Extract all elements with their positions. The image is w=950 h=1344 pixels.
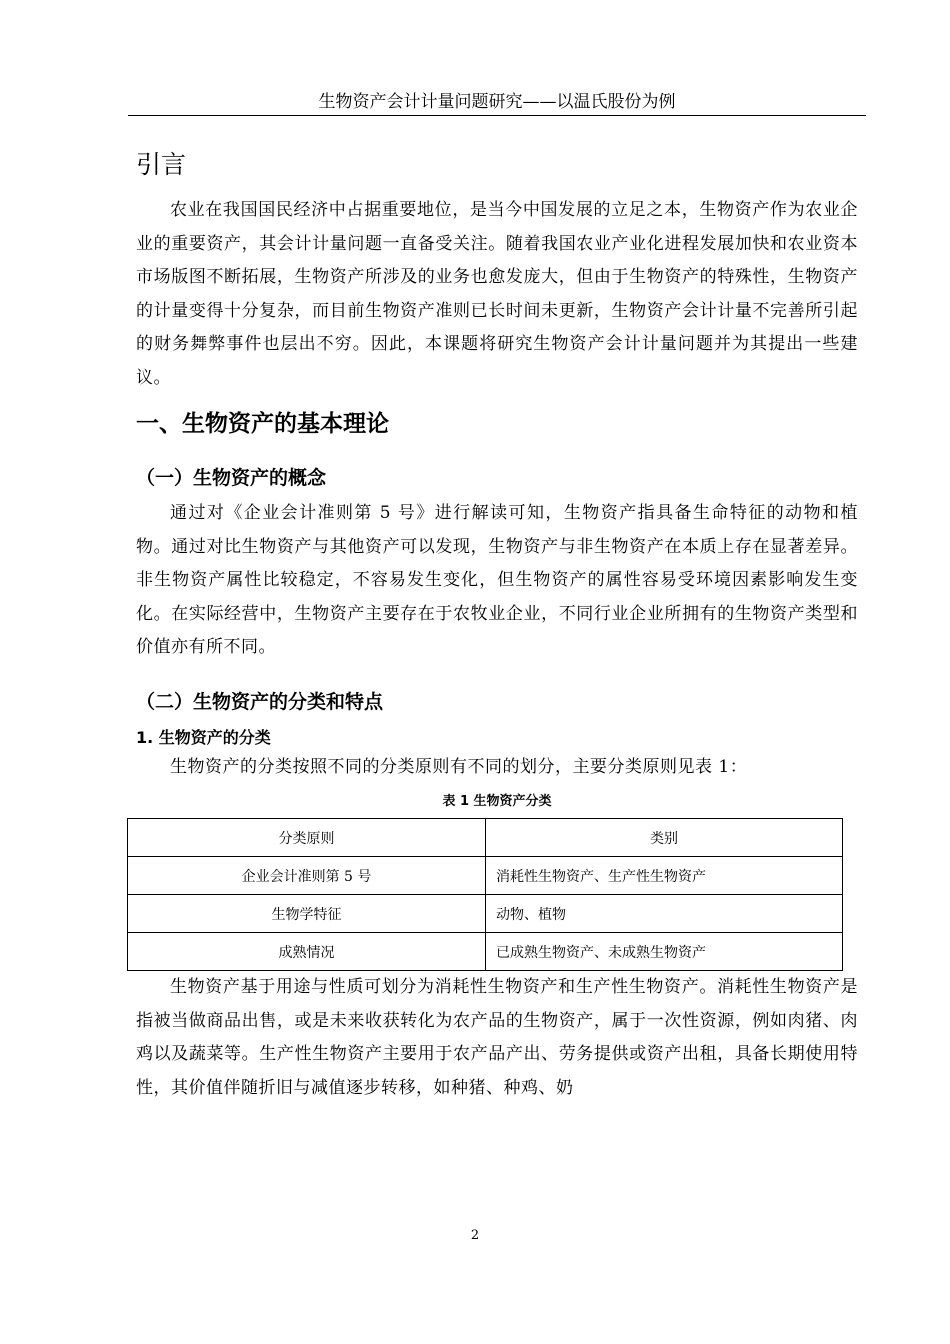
page-number: 2 [470,1228,480,1243]
classification-paragraph: 生物资产的分类按照不同的分类原则有不同的划分，主要分类原则见表 1： [170,756,748,777]
table-header-cell: 分类原则 [128,819,486,857]
table-cell: 消耗性生物资产、生产性生物资产 [486,857,843,895]
section-heading-1: 一、生物资产的基本理论 [136,411,389,437]
table-cell: 已成熟生物资产、未成熟生物资产 [486,933,843,971]
running-header: 生物资产会计计量问题研究——以温氏股份为例 [318,92,676,112]
table-header-row [128,819,843,857]
categories-paragraph: 生物资产基于用途与性质可划分为消耗性生物资产和生产性生物资产。消耗性生物资产是指被当做商品出售，或是未来收获转化为农产品的生物资产，属于一次性资源，例如肉猪、肉鸡以及蔬菜等。生产性生物资产主要用于农产品产出、劳务提供或资产出租，具备长期使用特性，其价值伴随折旧与减值逐步转移，如种猪、种鸡、奶 [136,977,858,1098]
table-header-cell: 类别 [486,819,843,857]
subsection-heading-classification: （二）生物资产的分类和特点 [136,690,384,713]
classification-table [127,818,843,971]
table-cell: 动物、植物 [486,895,843,933]
table-row [128,857,843,895]
header-rule [128,115,866,116]
table-cell: 生物学特征 [128,895,486,933]
table-cell: 成熟情况 [128,933,486,971]
subsection-heading-concept: （一）生物资产的概念 [136,467,327,489]
page-content [136,138,858,1105]
subsubsection-heading-classification: 1. 生物资产的分类 [136,727,271,747]
table-caption: 表 1 生物资产分类 [442,794,552,809]
table-row [128,895,843,933]
intro-paragraph: 农业在我国国民经济中占据重要地位，是当今中国发展的立足之本，生物资产作为农业企业的重要资产，其会计计量问题一直备受关注。随着我国农业产业化进程发展加快和农业资本市场版图不断拓展，生物资产所涉及的业务也愈发庞大，但由于生物资产的特殊性，生物资产的计量变得十分复杂，而目前生物资产准则已长时间未更新，生物资产会计计量不完善所引起的财务舞弊事件也层出不穷。因此，本课题将研究生物资产会计计量问题并为其提出一些建议。 [136,200,858,388]
table-row [128,933,843,971]
intro-heading: 引言 [136,150,187,179]
table-cell: 企业会计准则第 5 号 [128,857,486,895]
concept-paragraph: 通过对《企业会计准则第 5 号》进行解读可知，生物资产指具备生命特征的动物和植物。通过对比生物资产与其他资产可以发现，生物资产与非生物资产在本质上存在显著差异。非生物资产属性比较稳定，不容易发生变化，但生物资产的属性容易受环境因素影响发生变化。在实际经营中，生物资产主要存在于农牧业企业，不同行业企业所拥有的生物资产类型和价值亦有所不同。 [136,503,858,657]
